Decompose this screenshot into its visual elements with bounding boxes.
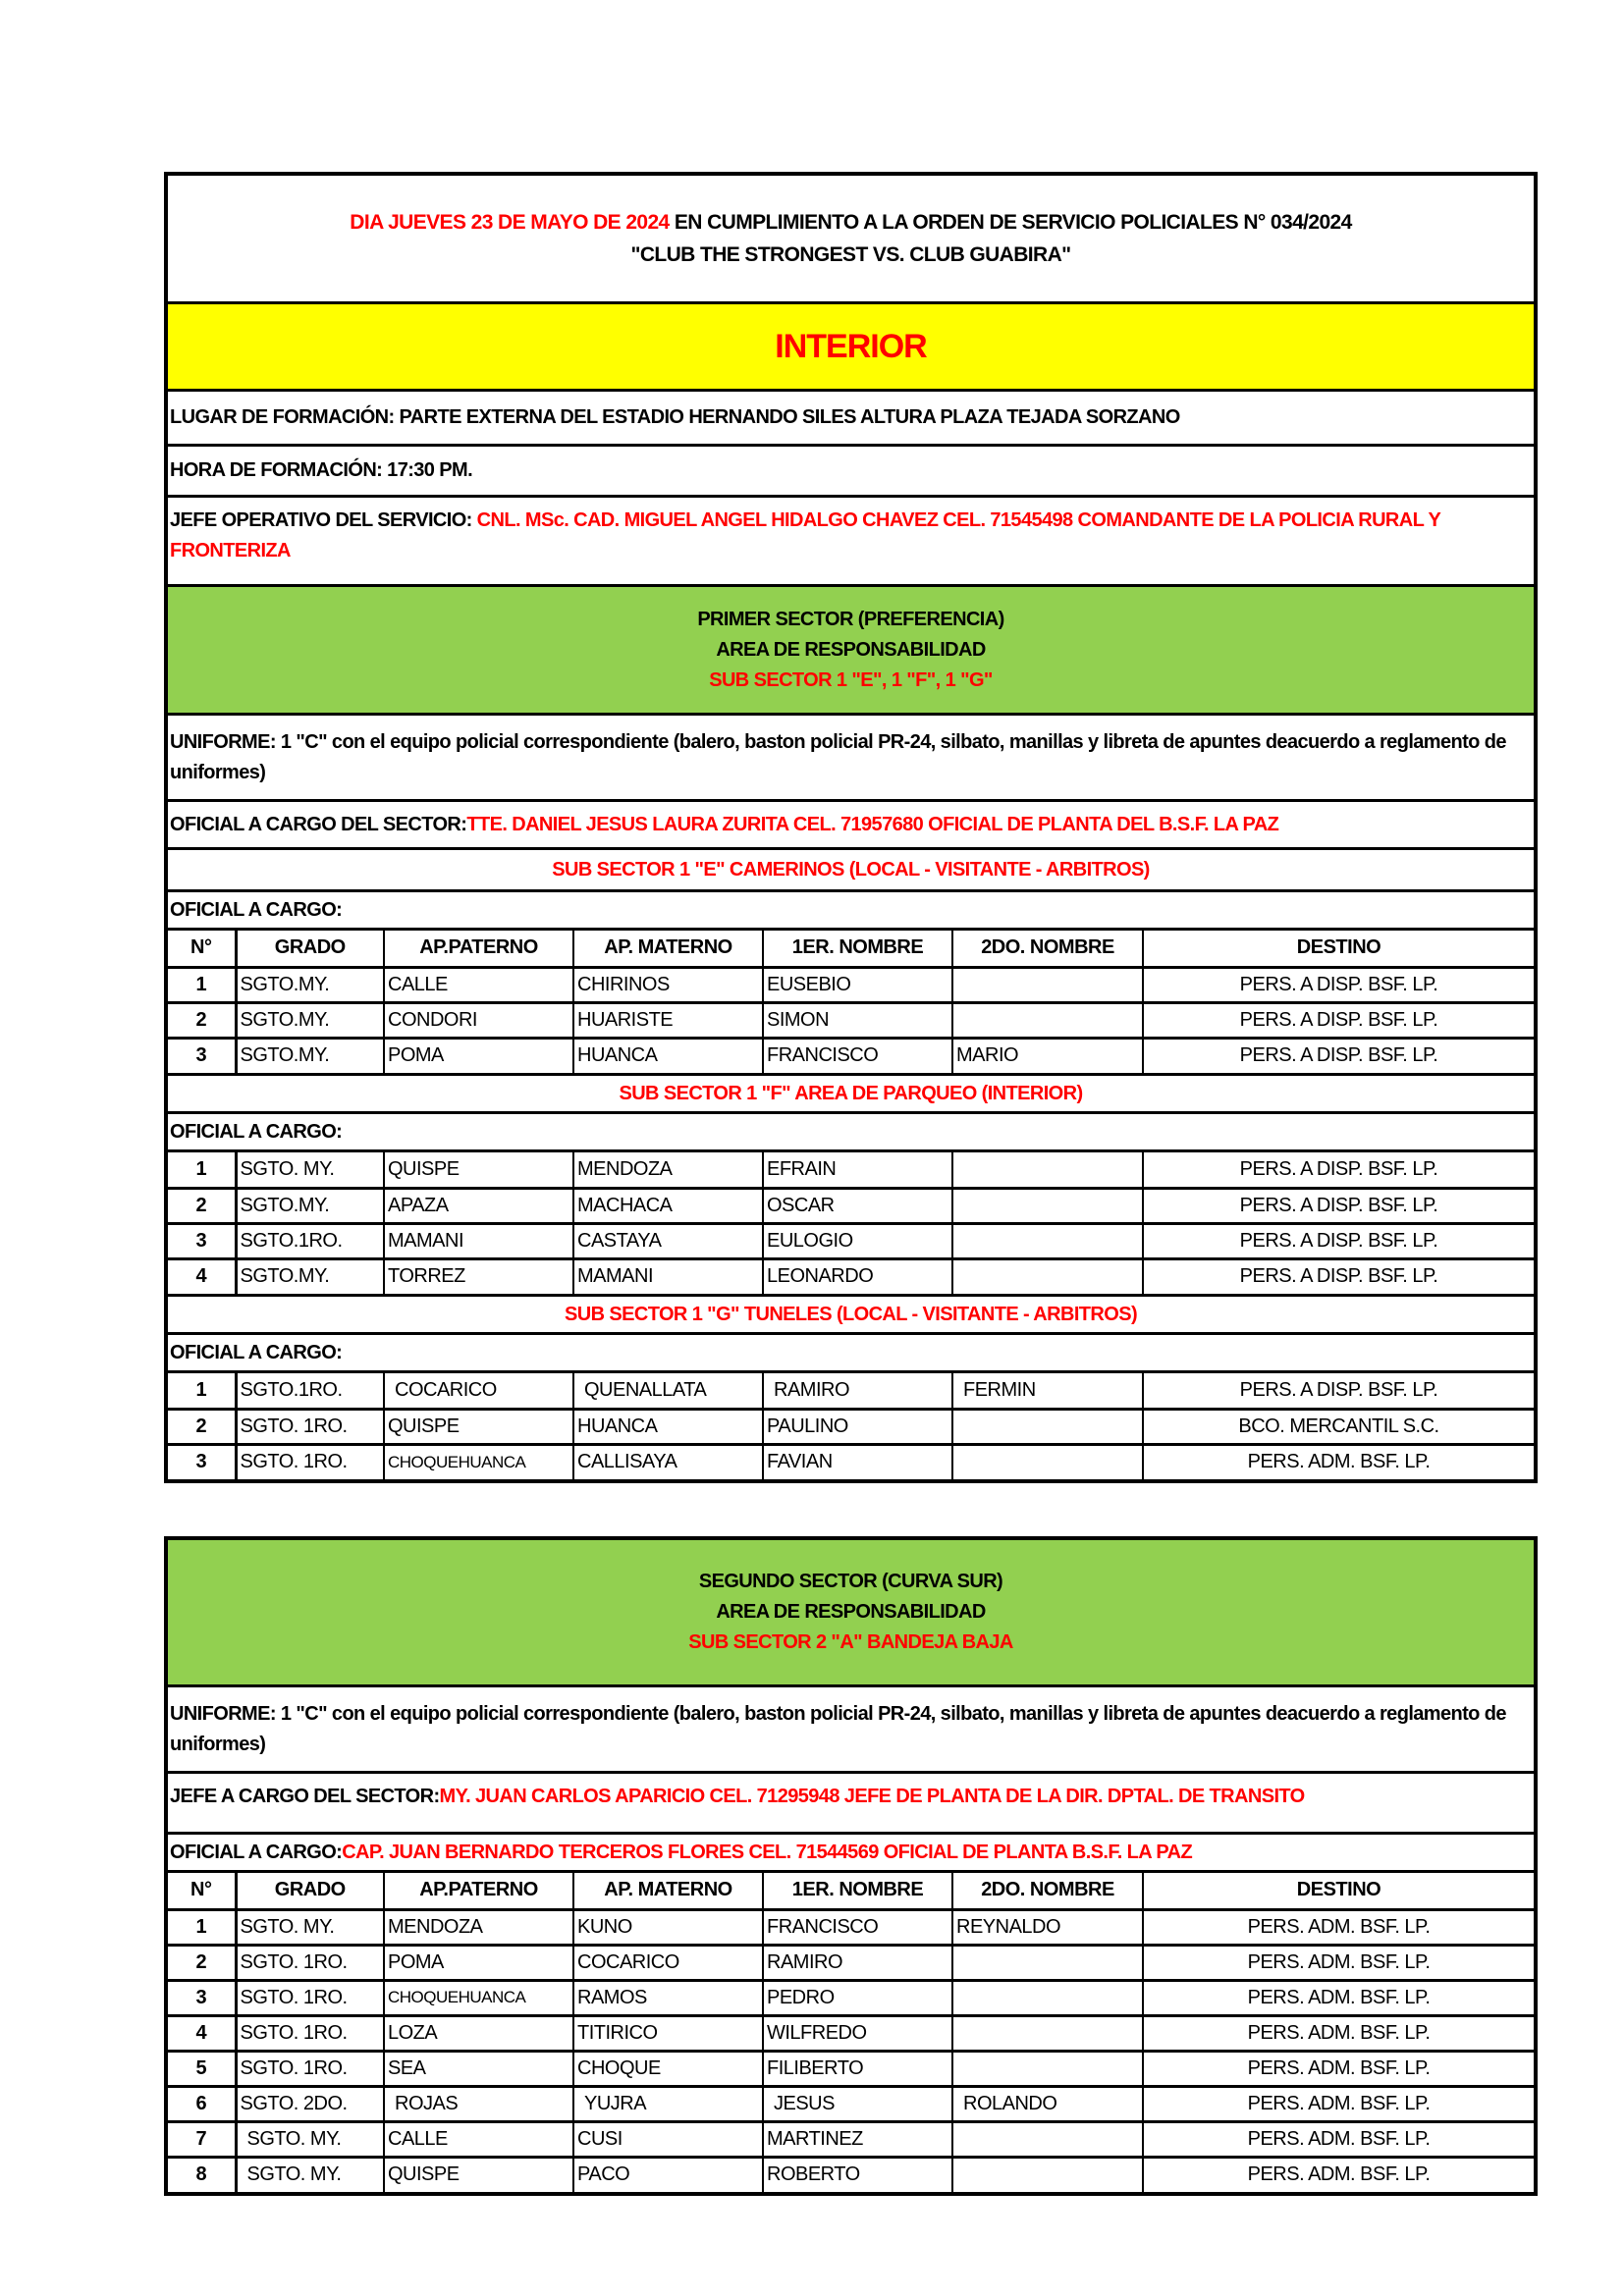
cell-ap-materno: YUJRA [573, 2086, 763, 2121]
subsector-1g-title [168, 1297, 1534, 1335]
cell-num: 3 [168, 1223, 236, 1258]
lugar-formacion-text: LUGAR DE FORMACIÓN: PARTE EXTERNA DEL ESTADIO HERNANDO SILES ALTURA PLAZA TEJADA SORZANO [170, 406, 1180, 428]
cell-2do-nombre [952, 2157, 1143, 2192]
subsector-title: SUB SECTOR 1 "E" CAMERINOS (LOCAL - VISITANTE - ARBITROS) [552, 858, 1150, 881]
sector-two-uniforme [168, 1687, 1534, 1774]
table-row [168, 1188, 1534, 1223]
title-line-1 [350, 206, 1351, 239]
cell-1er-nombre: PAULINO [763, 1409, 952, 1444]
sector-one-title: PRIMER SECTOR (PREFERENCIA) [697, 608, 1004, 630]
cell-grado: SGTO. 1RO. [236, 1945, 384, 1980]
cell-destino: PERS. A DISP. BSF. LP. [1239, 1044, 1438, 1067]
subsector-title: SUB SECTOR 1 "F" AREA DE PARQUEO (INTERIOR) [619, 1082, 1083, 1104]
jefe-operativo-label: JEFE OPERATIVO DEL SERVICIO: [170, 509, 477, 531]
cell-ap-materno: MAMANI [573, 1258, 763, 1294]
table-row [168, 1909, 1534, 1945]
cell-num: 4 [168, 2015, 236, 2051]
cell-ap-paterno: APAZA [384, 1188, 573, 1223]
sector-two-sheet [164, 1536, 1538, 2196]
cell-1er-nombre: FRANCISCO [763, 1909, 952, 1945]
cell-1er-nombre: RAMIRO [763, 1373, 952, 1409]
cell-ap-paterno: CHOQUEHUANCA [384, 1444, 573, 1479]
oficial-a-cargo-label: OFICIAL A CARGO: [170, 1120, 343, 1143]
cell-grado: SGTO. MY. [236, 2121, 384, 2157]
cell-destino: PERS. A DISP. BSF. LP. [1143, 1223, 1534, 1258]
cell-ap-materno: MACHACA [573, 1188, 763, 1223]
cell-num: 3 [168, 1980, 236, 2015]
cell-2do-nombre [952, 2015, 1143, 2051]
jefe-sector-label: JEFE A CARGO DEL SECTOR: [170, 1786, 440, 1807]
sector-two-title: SEGUNDO SECTOR (CURVA SUR) [698, 1571, 1003, 1592]
cell-grado: SGTO. MY. [236, 1152, 384, 1188]
cell-grado: SGTO. 1RO. [236, 2015, 384, 2051]
cell-ap-paterno: MENDOZA [384, 1909, 573, 1945]
cell-2do-nombre [952, 1258, 1143, 1294]
cell-num: 1 [168, 1152, 236, 1188]
cell-num: 3 [168, 1444, 236, 1479]
cell-num: 1 [168, 1373, 236, 1409]
subsector-1f-table [168, 1152, 1534, 1297]
oficial-sector-label: OFICIAL A CARGO DEL SECTOR: [170, 813, 467, 835]
cell-1er-nombre: FRANCISCO [763, 1038, 952, 1073]
cell-destino: PERS. ADM. BSF. LP. [1247, 1451, 1431, 1473]
cell-grado: SGTO.MY. [236, 1038, 384, 1073]
cell-2do-nombre [952, 2121, 1143, 2157]
hora-formacion-text: HORA DE FORMACIÓN: 17:30 PM. [170, 459, 473, 481]
cell-grado: SGTO. 1RO. [236, 2051, 384, 2086]
cell-1er-nombre: LEONARDO [763, 1258, 952, 1294]
subsector-1e-table [168, 931, 1534, 1076]
table-row [168, 1038, 1534, 1073]
cell-grado: SGTO.MY. [236, 1002, 384, 1038]
cell-num: 3 [168, 1038, 236, 1073]
cell-2do-nombre: FERMIN [952, 1373, 1143, 1409]
table-row [168, 2015, 1534, 2051]
jefe-sector-value: MY. JUAN CARLOS APARICIO CEL. 71295948 JEFE DE PLANTA DE LA DIR. DPTAL. DE TRANSITO [439, 1786, 1305, 1807]
cell-ap-materno: CHOQUE [573, 2051, 763, 2086]
cell-destino: PERS. ADM. BSF. LP. [1143, 1980, 1534, 2015]
subsector-1e-title [168, 850, 1534, 892]
table-row [168, 1373, 1534, 1409]
cell-grado: SGTO.MY. [236, 1188, 384, 1223]
cell-2do-nombre [952, 1223, 1143, 1258]
cell-ap-materno: CASTAYA [573, 1223, 763, 1258]
subsector-1g-table [168, 1373, 1534, 1479]
cell-ap-materno: KUNO [573, 1909, 763, 1945]
cell-ap-paterno: MAMANI [384, 1223, 573, 1258]
cell-num: 2 [168, 1409, 236, 1444]
cell-2do-nombre [952, 1444, 1143, 1479]
cell-destino: PERS. A DISP. BSF. LP. [1143, 1152, 1534, 1188]
jefe-operativo [168, 498, 1534, 587]
cell-ap-paterno: CONDORI [384, 1002, 573, 1038]
cell-ap-paterno: POMA [384, 1945, 573, 1980]
sector-two-jefe [168, 1774, 1534, 1835]
cell-grado: SGTO. 2DO. [236, 2086, 384, 2121]
col-ap-materno: AP. MATERNO [573, 931, 763, 967]
table-row [168, 1945, 1534, 1980]
cell-1er-nombre: FAVIAN [763, 1444, 952, 1479]
cell-grado: SGTO. MY. [236, 2157, 384, 2192]
table-row [168, 2051, 1534, 2086]
sector-two-oficial [168, 1835, 1534, 1873]
cell-2do-nombre: ROLANDO [952, 2086, 1143, 2121]
cell-ap-paterno: CALLE [384, 967, 573, 1002]
cell-num: 5 [168, 2051, 236, 2086]
cell-destino: PERS. ADM. BSF. LP. [1143, 2015, 1534, 2051]
cell-1er-nombre: ROBERTO [763, 2157, 952, 2192]
cell-grado: SGTO.1RO. [236, 1223, 384, 1258]
table-row [168, 967, 1534, 1002]
cell-grado: SGTO. MY. [236, 1909, 384, 1945]
table-row [168, 1980, 1534, 2015]
cell-destino: PERS. A DISP. BSF. LP. [1143, 1188, 1534, 1223]
cell-destino: PERS. A DISP. BSF. LP. [1143, 1373, 1534, 1409]
document-title [168, 176, 1534, 304]
oficial-value: CAP. JUAN BERNARDO TERCEROS FLORES CEL. 71544569 OFICIAL DE PLANTA B.S.F. LA PAZ [342, 1841, 1193, 1863]
cell-ap-paterno: SEA [384, 2051, 573, 2086]
cell-num: 4 [168, 1258, 236, 1294]
subsector-1e-oficial [168, 892, 1534, 931]
cell-ap-paterno: LOZA [384, 2015, 573, 2051]
cell-1er-nombre: PEDRO [763, 1980, 952, 2015]
cell-destino: PERS. A DISP. BSF. LP. [1143, 1002, 1534, 1038]
cell-ap-paterno: ROJAS [384, 2086, 573, 2121]
cell-grado: SGTO. 1RO. [236, 1409, 384, 1444]
cell-1er-nombre: EFRAIN [763, 1152, 952, 1188]
cell-destino: PERS. A DISP. BSF. LP. [1239, 1265, 1438, 1288]
cell-1er-nombre: FILIBERTO [763, 2051, 952, 2086]
table-header [168, 931, 1534, 967]
col-num: N° [168, 931, 236, 967]
cell-num: 2 [168, 1945, 236, 1980]
cell-ap-paterno: TORREZ [384, 1258, 573, 1294]
service-order: EN CUMPLIMIENTO A LA ORDEN DE SERVICIO POLICIALES N° 034/2024 [669, 211, 1352, 234]
sector-two-area: AREA DE RESPONSABILIDAD [716, 1601, 986, 1623]
cell-num: 2 [168, 1002, 236, 1038]
sector-one-sheet [164, 172, 1538, 1483]
col-2do-nombre: 2DO. NOMBRE [952, 1873, 1143, 1909]
subsector-1f-oficial [168, 1114, 1534, 1152]
cell-grado: SGTO. 1RO. [236, 1980, 384, 2015]
cell-destino: PERS. A DISP. BSF. LP. [1143, 967, 1534, 1002]
table-row [168, 1223, 1534, 1258]
sector-one-area: AREA DE RESPONSABILIDAD [716, 638, 986, 661]
subsector-1f-title [168, 1076, 1534, 1114]
cell-2do-nombre [952, 1980, 1143, 2015]
cell-destino: PERS. ADM. BSF. LP. [1143, 2121, 1534, 2157]
cell-1er-nombre: OSCAR [763, 1188, 952, 1223]
cell-2do-nombre [952, 1002, 1143, 1038]
table-row [168, 1444, 1534, 1479]
jefe-operativo-value: CNL. MSc. CAD. MIGUEL ANGEL HIDALGO CHAVEZ CEL. 71545498 COMANDANTE DE LA POLICIA RURAL Y FRONTERIZA [170, 509, 1440, 561]
cell-2do-nombre [952, 1945, 1143, 1980]
cell-destino: BCO. MERCANTIL S.C. [1143, 1409, 1534, 1444]
cell-grado: SGTO.MY. [236, 1258, 384, 1294]
cell-2do-nombre: MARIO [952, 1038, 1143, 1073]
zone-banner [168, 304, 1534, 392]
col-1er-nombre: 1ER. NOMBRE [763, 1873, 952, 1909]
cell-destino: PERS. ADM. BSF. LP. [1143, 1945, 1534, 1980]
col-2do-nombre: 2DO. NOMBRE [952, 931, 1143, 967]
cell-num: 7 [168, 2121, 236, 2157]
col-ap-paterno: AP.PATERNO [384, 931, 573, 967]
cell-2do-nombre: REYNALDO [952, 1909, 1143, 1945]
cell-grado: SGTO.MY. [236, 967, 384, 1002]
cell-1er-nombre: JESUS [763, 2086, 952, 2121]
col-1er-nombre: 1ER. NOMBRE [763, 931, 952, 967]
uniforme-text: UNIFORME: 1 "C" con el equipo policial correspondiente (balero, baston policial PR-24, silbato, manillas y libreta de apuntes deacuerdo a reglamento de uniformes) [170, 1703, 1506, 1755]
subsector-1g-oficial [168, 1335, 1534, 1373]
col-destino: DESTINO [1143, 1873, 1534, 1909]
sector-two-header [168, 1540, 1534, 1687]
cell-2do-nombre [952, 1152, 1143, 1188]
col-ap-paterno: AP.PATERNO [384, 1873, 573, 1909]
zone-title: INTERIOR [775, 327, 927, 365]
cell-grado: SGTO. 1RO. [236, 1444, 384, 1479]
cell-ap-paterno: QUISPE [384, 1152, 573, 1188]
cell-1er-nombre: EULOGIO [763, 1223, 952, 1258]
cell-num: 1 [168, 1909, 236, 1945]
cell-ap-paterno: QUISPE [384, 1409, 573, 1444]
cell-ap-materno: HUANCA [573, 1038, 763, 1073]
col-grado: GRADO [236, 1873, 384, 1909]
cell-1er-nombre: WILFREDO [763, 2015, 952, 2051]
sector-one-oficial [168, 802, 1534, 850]
sector-two-table [168, 1873, 1534, 2192]
cell-ap-materno: COCARICO [573, 1945, 763, 1980]
cell-ap-paterno: CHOQUEHUANCA [384, 1980, 573, 2015]
col-grado: GRADO [236, 931, 384, 967]
cell-destino: PERS. ADM. BSF. LP. [1143, 2051, 1534, 2086]
oficial-sector-value: TTE. DANIEL JESUS LAURA ZURITA CEL. 71957680 OFICIAL DE PLANTA DEL B.S.F. LA PAZ [466, 813, 1279, 835]
cell-ap-materno: RAMOS [573, 1980, 763, 2015]
lugar-formacion [168, 392, 1534, 447]
cell-grado: SGTO.1RO. [236, 1373, 384, 1409]
table-header [168, 1873, 1534, 1909]
cell-2do-nombre [952, 2051, 1143, 2086]
cell-ap-materno: QUENALLATA [573, 1373, 763, 1409]
col-destino: DESTINO [1143, 931, 1534, 967]
service-date: DIA JUEVES 23 DE MAYO DE 2024 [350, 211, 670, 234]
cell-num: 8 [168, 2157, 236, 2192]
cell-destino: PERS. ADM. BSF. LP. [1247, 2163, 1431, 2186]
cell-2do-nombre [952, 967, 1143, 1002]
table-row [168, 2121, 1534, 2157]
oficial-label: OFICIAL A CARGO: [170, 1841, 343, 1863]
cell-ap-paterno: QUISPE [384, 2157, 573, 2192]
uniforme-text: UNIFORME: 1 "C" con el equipo policial correspondiente (balero, baston policial PR-24, silbato, manillas y libreta de apuntes deacuerdo a reglamento de uniformes) [170, 731, 1506, 783]
subsector-title: SUB SECTOR 1 "G" TUNELES (LOCAL - VISITANTE - ARBITROS) [564, 1303, 1138, 1325]
table-row [168, 1152, 1534, 1188]
cell-ap-materno: TITIRICO [573, 2015, 763, 2051]
cell-1er-nombre: RAMIRO [763, 1945, 952, 1980]
cell-destino: PERS. ADM. BSF. LP. [1143, 2086, 1534, 2121]
col-num: N° [168, 1873, 236, 1909]
cell-ap-paterno: POMA [384, 1038, 573, 1073]
cell-ap-paterno: COCARICO [384, 1373, 573, 1409]
cell-1er-nombre: MARTINEZ [763, 2121, 952, 2157]
match-title: "CLUB THE STRONGEST VS. CLUB GUABIRA" [630, 243, 1071, 266]
sector-one-uniforme [168, 716, 1534, 802]
cell-ap-paterno: CALLE [384, 2121, 573, 2157]
sector-one-subsectors: SUB SECTOR 1 "E", 1 "F", 1 "G" [709, 668, 993, 691]
table-row [168, 1002, 1534, 1038]
col-ap-materno: AP. MATERNO [573, 1873, 763, 1909]
oficial-a-cargo-label: OFICIAL A CARGO: [170, 1341, 343, 1363]
cell-1er-nombre: EUSEBIO [763, 967, 952, 1002]
table-row [168, 1409, 1534, 1444]
cell-ap-materno: CHIRINOS [573, 967, 763, 1002]
cell-2do-nombre [952, 1409, 1143, 1444]
cell-num: 1 [168, 967, 236, 1002]
cell-ap-materno: HUANCA [573, 1409, 763, 1444]
cell-ap-materno: PACO [573, 2157, 763, 2192]
hora-formacion [168, 447, 1534, 498]
oficial-a-cargo-label: OFICIAL A CARGO: [170, 898, 343, 921]
cell-num: 2 [168, 1188, 236, 1223]
sector-one-header [168, 587, 1534, 716]
cell-destino: PERS. ADM. BSF. LP. [1143, 1909, 1534, 1945]
sector-two-subsectors: SUB SECTOR 2 "A" BANDEJA BAJA [688, 1631, 1013, 1653]
cell-ap-materno: CALLISAYA [573, 1444, 763, 1479]
table-row [168, 2086, 1534, 2121]
cell-num: 6 [168, 2086, 236, 2121]
cell-2do-nombre [952, 1188, 1143, 1223]
table-row [168, 1258, 1534, 1294]
cell-ap-materno: CUSI [573, 2121, 763, 2157]
cell-ap-materno: HUARISTE [573, 1002, 763, 1038]
cell-1er-nombre: SIMON [763, 1002, 952, 1038]
cell-ap-materno: MENDOZA [573, 1152, 763, 1188]
table-row [168, 2157, 1534, 2192]
